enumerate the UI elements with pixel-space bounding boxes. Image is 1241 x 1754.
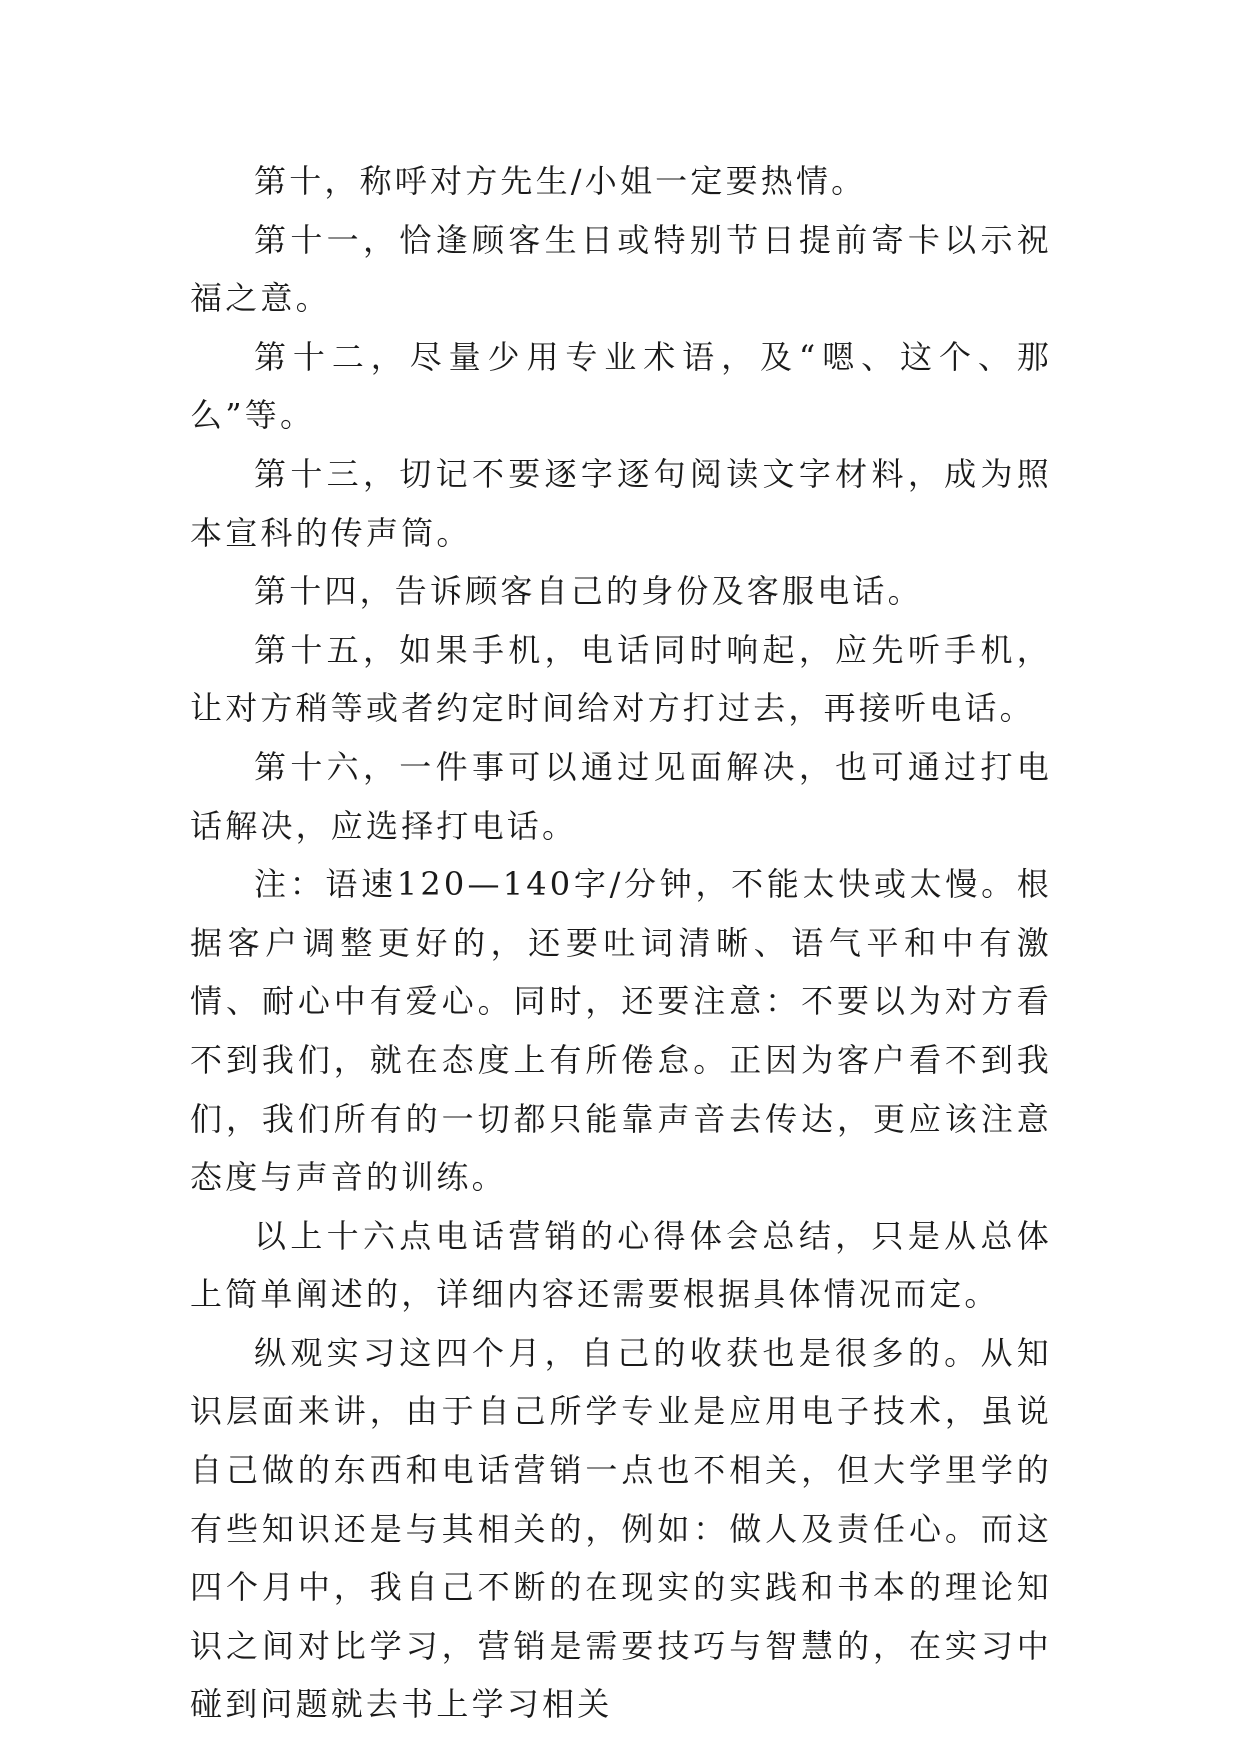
document-body [190,152,1052,1734]
paragraph-12: 第十二，尽量少用专业术语，及“嗯、这个、那么”等。 [190,337,1052,435]
paragraph-15: 第十五，如果手机，电话同时响起，应先听手机，让对方稍等或者约定时间给对方打过去，再接听电话。 [190,630,1052,728]
paragraph-14: 第十四，告诉顾客自己的身份及客服电话。 [254,572,923,611]
reflection-paragraph: 纵观实习这四个月，自己的收获也是很多的。从知识层面来讲，由于自己所学专业是应用电子技术，虽说自己做的东西和电话营销一点也不相关，但大学里学的有些知识还是与其相关的，例如：做人及责任心。而这四个月中，我自己不断的在现实的实践和书本的理论知识之间对比学习，营销是需要技巧与智慧的，在实习中碰到问题就去书上学习相关 [190,1333,1052,1724]
summary-paragraph: 以上十六点电话营销的心得体会总结，只是从总体上简单阐述的，详细内容还需要根据具体情况而定。 [190,1216,1052,1314]
paragraph-16: 第十六，一件事可以通过见面解决，也可通过打电话解决，应选择打电话。 [190,747,1052,845]
paragraph-11: 第十一，恰逢顾客生日或特别节日提前寄卡以示祝福之意。 [190,220,1052,318]
note-paragraph: 注：语速120—140字/分钟，不能太快或太慢。根据客户调整更好的，还要吐词清晰、语气平和中有激情、耐心中有爱心。同时，还要注意：不要以为对方看不到我们，就在态度上有所倦怠。正因为客户看不到我们，我们所有的一切都只能靠声音去传达，更应该注意态度与声音的训练。 [190,865,1052,1197]
paragraph-10: 第十，称呼对方先生/小姐一定要热情。 [254,162,867,200]
paragraph-13: 第十三，切记不要逐字逐句阅读文字材料，成为照本宣科的传声筒。 [190,454,1052,552]
